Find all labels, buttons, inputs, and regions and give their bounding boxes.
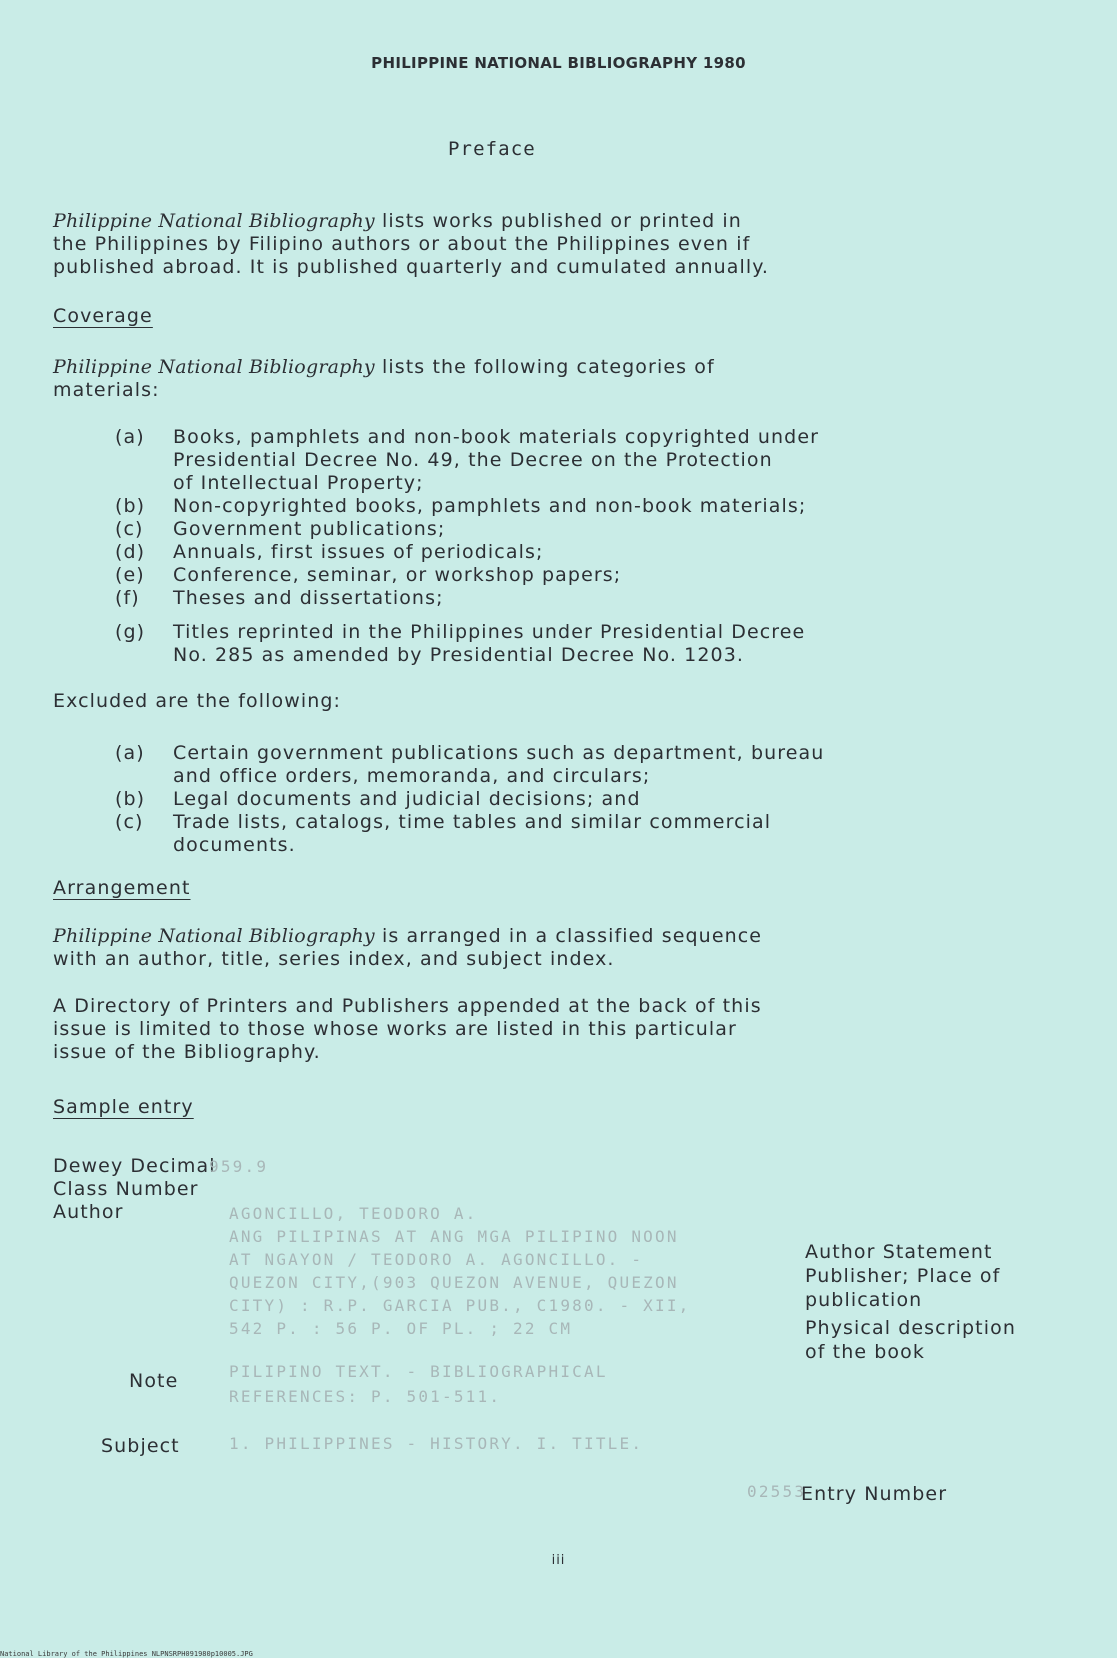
entry-line: AT NGAYON / TEODORO A. AGONCILLO. - [229, 1250, 644, 1269]
list-marker: (g) [115, 621, 146, 643]
preface-title: Preface [448, 138, 536, 160]
list-marker: (f) [115, 587, 140, 609]
list-item-text: Certain government publications such as department, bureau [173, 742, 825, 764]
note-label: Note [129, 1370, 179, 1392]
list-item-text: Government publications; [173, 518, 446, 540]
publisher-label: Publisher; Place of [805, 1265, 1001, 1287]
subject-line: 1. PHILIPPINES - HISTORY. I. TITLE. [229, 1434, 644, 1453]
list-item-text: Trade lists, catalogs, time tables and similar commercial [173, 811, 772, 833]
arrangement-heading: Arrangement [53, 877, 191, 899]
list-item-text: Annuals, first issues of periodicals; [173, 541, 544, 563]
list-marker: (a) [115, 742, 145, 764]
entry-line: ANG PILIPINAS AT ANG MGA PILIPINO NOON [229, 1227, 679, 1246]
intro-line-2: the Philippines by Filipino authors or about the Philippines even if [53, 233, 751, 255]
coverage-line-1: Philippine National Bibliography lists the following categories of [53, 356, 715, 378]
list-item-text: Conference, seminar, or workshop papers; [173, 564, 622, 586]
note-line: PILIPINO TEXT. - BIBLIOGRAPHICAL [229, 1362, 608, 1381]
scan-footer: National Library of the Philippines NLPNSRPH091980p10005.JPG [0, 1650, 253, 1658]
directory-line-3: issue of the Bibliography. [53, 1041, 321, 1063]
publication-label: publication [805, 1289, 923, 1311]
running-header: PHILIPPINE NATIONAL BIBLIOGRAPHY 1980 [371, 54, 746, 72]
list-marker: (d) [115, 541, 146, 563]
arrangement-publication-title: Philippine National Bibliography [53, 925, 375, 947]
list-item-text: No. 285 as amended by Presidential Decree No. 1203. [173, 644, 745, 666]
coverage-publication-title: Philippine National Bibliography [53, 356, 375, 378]
list-item-text: and office orders, memoranda, and circulars; [173, 765, 651, 787]
list-marker: (b) [115, 495, 146, 517]
excluded-intro: Excluded are the following: [53, 690, 342, 712]
list-item-text: documents. [173, 834, 296, 856]
coverage-heading: Coverage [53, 305, 153, 327]
of-the-book-label: of the book [805, 1341, 925, 1363]
list-item-text: Books, pamphlets and non-book materials copyrighted under [173, 426, 820, 448]
page-number: iii [551, 1553, 566, 1568]
entry-number-value: 02553 [747, 1482, 807, 1501]
subject-label: Subject [101, 1435, 180, 1457]
list-item-text: Theses and dissertations; [173, 587, 444, 609]
physical-description-label: Physical description [805, 1317, 1016, 1339]
directory-line-2: issue is limited to those whose works are listed in this particular [53, 1018, 737, 1040]
list-item-text: Presidential Decree No. 49, the Decree on the Protection [173, 449, 773, 471]
entry-line: AGONCILLO, TEODORO A. [229, 1204, 478, 1223]
coverage-line-2: materials: [53, 379, 160, 401]
list-marker: (c) [115, 518, 144, 540]
entry-number-label: Entry Number [801, 1483, 948, 1505]
list-item-text: of Intellectual Property; [173, 472, 424, 494]
dewey-label: Dewey Decimal [53, 1155, 216, 1177]
entry-line: QUEZON CITY,(903 QUEZON AVENUE, QUEZON [229, 1273, 679, 1292]
list-marker: (b) [115, 788, 146, 810]
author-label: Author [53, 1201, 124, 1223]
entry-line: CITY) : R.P. GARCIA PUB., C1980. - XII, [229, 1296, 691, 1315]
list-marker: (c) [115, 811, 144, 833]
note-line: REFERENCES: P. 501-511. [229, 1387, 502, 1406]
sample-entry-heading: Sample entry [53, 1096, 194, 1118]
intro-line-1: Philippine National Bibliography lists works published or printed in [53, 210, 742, 232]
list-item-text: Titles reprinted in the Philippines under Presidential Decree [173, 621, 806, 643]
entry-line: 542 P. : 56 P. OF PL. ; 22 CM [229, 1319, 573, 1338]
arrangement-line-1: Philippine National Bibliography is arranged in a classified sequence [53, 925, 763, 947]
directory-line-1: A Directory of Printers and Publishers appended at the back of this [53, 995, 762, 1017]
list-marker: (a) [115, 426, 145, 448]
author-statement-label: Author Statement [805, 1241, 993, 1263]
intro-line-3: published abroad. It is published quarterly and cumulated annually. [53, 256, 770, 278]
dewey-number: 959.9 [209, 1157, 269, 1176]
list-item-text: Non-copyrighted books, pamphlets and non-book materials; [173, 495, 807, 517]
arrangement-line-2: with an author, title, series index, and subject index. [53, 948, 615, 970]
list-item-text: Legal documents and judicial decisions; and [173, 788, 641, 810]
class-number-label: Class Number [53, 1178, 199, 1200]
intro-publication-title: Philippine National Bibliography [53, 210, 375, 232]
list-marker: (e) [115, 564, 145, 586]
